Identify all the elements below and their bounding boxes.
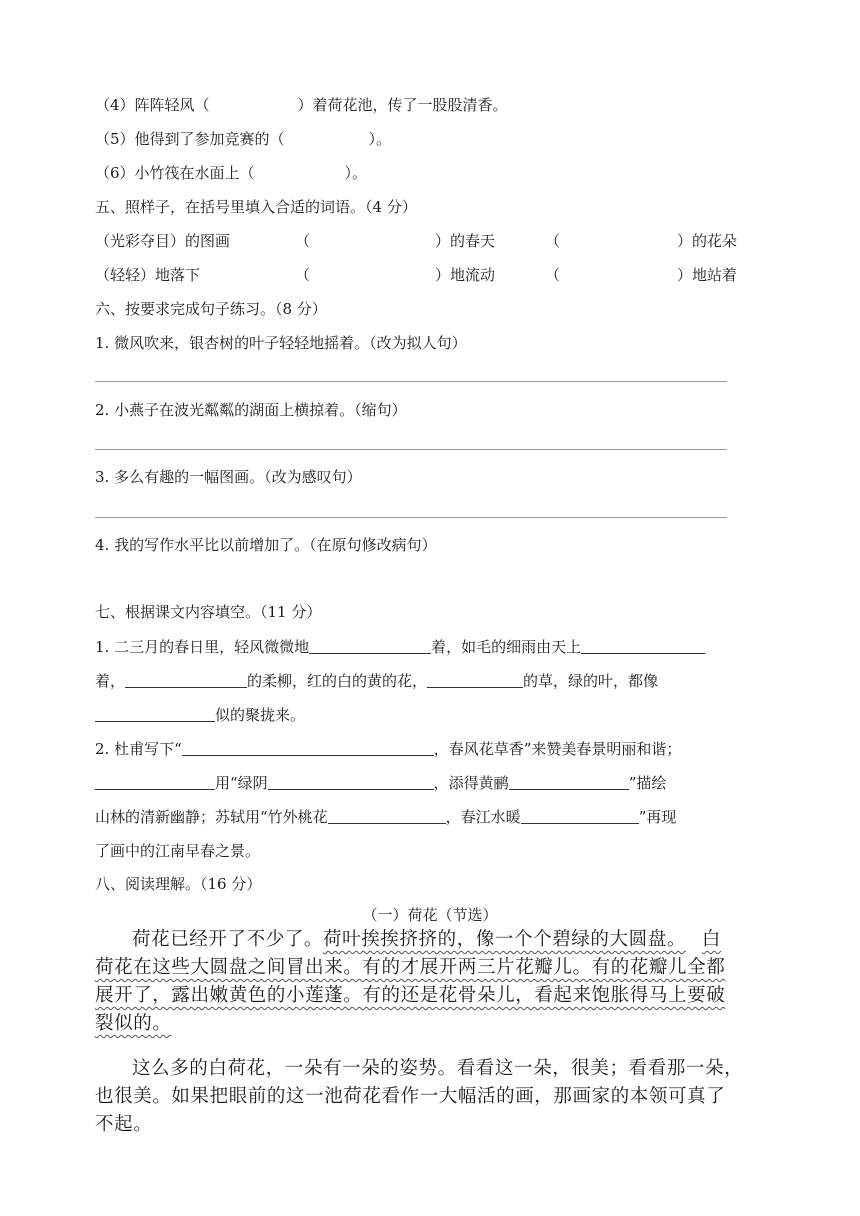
fill-blank[interactable] [309, 637, 431, 654]
question-text: ）。 [368, 130, 392, 148]
section-5-row-1 [95, 231, 755, 251]
fill-text: 山林的清新幽静；苏轼用“竹外桃花 [95, 808, 328, 826]
question-4-4 [95, 95, 508, 115]
question-text: ）。 [344, 164, 368, 182]
sentence-4: 4. 我的写作水平比以前增加了。（在原句修改病句） [95, 536, 437, 554]
passage-line: 这么多的白荷花，一朵有一朵的姿势。看看这一朵，很美；看看那一朵， [132, 1058, 744, 1079]
phrase-suffix: ）的春天 [435, 232, 496, 250]
fill-text: 似的聚拢来。 [215, 706, 306, 724]
underlined-sentence: 裂似的。 [95, 1013, 172, 1034]
question-4-5 [95, 129, 391, 149]
sentence-1: 1. 微风吹来，银杏树的叶子轻轻地摇着。（改为拟人句） [95, 334, 467, 352]
section-5-row-2 [95, 265, 755, 285]
fill-2-line-3 [95, 807, 676, 827]
underlined-sentence: 白 [701, 929, 722, 950]
sentence-3: 3. 多么有趣的一幅图画。（改为感叹句） [95, 468, 362, 486]
section-7-title: 七、根据课文内容填空。（11 分） [95, 603, 322, 621]
phrase-suffix: ）的花朵 [677, 232, 738, 250]
underlined-sentence: 荷花在这些大圆盘之间冒出来。有的才展开两三片花瓣儿。有的花瓣儿全都 [95, 957, 726, 978]
passage-title: （一）荷花（节选） [362, 906, 498, 924]
section-8-title: 八、阅读理解。（16 分） [95, 875, 262, 893]
question-text: ）着荷花池，传了一股股清香。 [297, 96, 508, 114]
fill-text: 的草，绿的叶，都像 [523, 672, 659, 690]
fill-blank[interactable] [521, 807, 639, 824]
underlined-sentence: 荷叶挨挨挤挤的，像一个个碧绿的大圆盘。 [323, 929, 686, 950]
passage-text: 荷花已经开了不少了。 [132, 929, 324, 950]
fill-blank[interactable] [268, 773, 434, 790]
fill-blank[interactable] [509, 773, 629, 790]
fill-text: ，春风花草香”来赞美春景明丽和谐； [433, 740, 682, 758]
fill-text: 1. 二三月的春日里，轻风微微地 [95, 638, 310, 656]
fill-blank[interactable] [125, 671, 247, 688]
question-text: （6）小竹筏在水面上（ [95, 164, 255, 182]
fill-blank[interactable] [95, 773, 215, 790]
fill-text: 用“绿阴 [215, 774, 268, 792]
fill-text: ”描绘 [628, 774, 667, 792]
bracket-open[interactable]: （ [295, 266, 311, 284]
section-5-title: 五、照样子，在括号里填入合适的词语。（4 分） [95, 198, 417, 216]
example-phrase: （光彩夺目）的图画 [95, 232, 231, 250]
passage-line: 也很美。如果把眼前的这一池荷花看作一大幅活的画，那画家的本领可真了 [95, 1086, 726, 1107]
passage-line [95, 981, 725, 1011]
fill-1-line-2 [95, 671, 658, 691]
question-text: （5）他得到了参加竞赛的（ [95, 130, 285, 148]
fill-text: 2. 杜甫写下“ [95, 740, 182, 758]
fill-text: 着，如毛的细雨由天上 [431, 638, 582, 656]
answer-line-2[interactable] [95, 449, 727, 450]
passage-line: 不起。 [95, 1114, 153, 1135]
fill-text: 着， [95, 672, 126, 690]
fill-2-line-1 [95, 739, 681, 759]
passage-line [95, 953, 725, 983]
example-phrase: （轻轻）地落下 [95, 266, 201, 284]
bracket-open[interactable]: （ [545, 266, 561, 284]
bracket-open[interactable]: （ [545, 232, 561, 250]
fill-blank[interactable] [328, 807, 446, 824]
fill-text: 的柔柳，红的白的黄的花， [247, 672, 428, 690]
fill-blank[interactable] [581, 637, 705, 654]
phrase-suffix: ）地站着 [677, 266, 738, 284]
question-text: （4）阵阵轻风（ [95, 96, 210, 114]
fill-text: ，春江水暖 [445, 808, 521, 826]
fill-1-line-1 [95, 637, 705, 657]
section-6-title: 六、按要求完成句子练习。（8 分） [95, 300, 327, 318]
passage-line [95, 1009, 171, 1039]
sentence-2: 2. 小燕子在波光粼粼的湖面上横掠着。（缩句） [95, 401, 407, 419]
phrase-suffix: ）地流动 [435, 266, 496, 284]
answer-line-3[interactable] [95, 517, 727, 518]
fill-blank[interactable] [182, 739, 434, 756]
passage-line [132, 925, 721, 955]
underlined-sentence: 展开了，露出嫩黄色的小莲蓬。有的还是花骨朵儿，看起来饱胀得马上要破 [95, 985, 726, 1006]
fill-2-line-2 [95, 773, 666, 793]
fill-blank[interactable] [427, 671, 523, 688]
bracket-open[interactable]: （ [295, 232, 311, 250]
fill-text: ，添得黄鹂 [433, 774, 509, 792]
fill-blank[interactable] [95, 705, 215, 722]
answer-line-1[interactable] [95, 381, 727, 382]
fill-text: ”再现 [638, 808, 677, 826]
fill-2-line-4: 了画中的江南早春之景。 [95, 842, 261, 860]
question-4-6 [95, 163, 367, 183]
fill-1-line-3 [95, 705, 305, 725]
